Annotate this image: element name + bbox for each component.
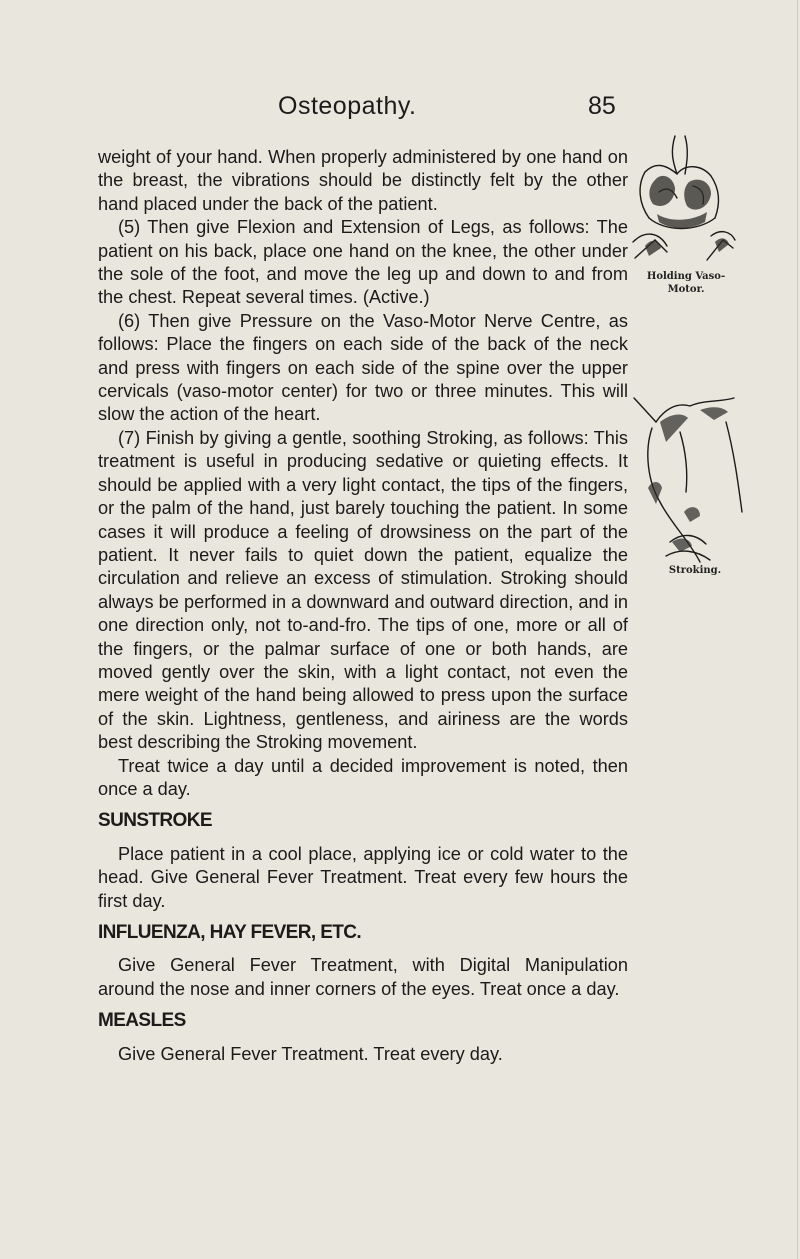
heading-sunstroke: SUNSTROKE: [98, 810, 212, 832]
heading-measles: MEASLES: [98, 1010, 186, 1032]
paragraph-7-stroking: (7) Finish by giving a gentle, soothing Stroking, as follows: This treatment is useful in producing sedative or quieting effects. It should be applied with a very light contact, the tips of the fingers, or the palm of the hand, just barely touching the patient. In some cases it will produce a feeling of drowsiness on the part of the patient. It never fails to quiet down the patient, equalize the circulation and relieve an excess of stimulation. Stroking should always be performed in a downward and outward direction, and in one direction only, not to-and-fro. The tips of one, more or all of the fingers, or the palmar surface of one or both hands, are moved gently over the skin, with a light contact, not even the mere weight of the hand being allowed to press upon the surface of the skin. Lightness, gentleness, and airiness are the words best describing the Stroking movement.: [98, 427, 628, 753]
paragraph-influenza: Give General Fever Treatment, with Digital Manipulation around the nose and inner corners of the eyes. Treat once a day.: [98, 955, 628, 999]
running-head: [0, 92, 800, 122]
page-number: 85: [588, 92, 616, 120]
paragraph-continued: weight of your hand. When properly administered by one hand on the breast, the vibrations should be distinctly felt by the other hand placed under the back of the patient.: [98, 147, 628, 214]
figure-caption-holding-vaso-motor: Holding Vaso-Motor.: [646, 271, 726, 295]
running-title: Osteopathy.: [278, 92, 417, 120]
text-column: [98, 146, 628, 1066]
paragraph-6-vaso-motor: (6) Then give Pressure on the Vaso-Motor Nerve Centre, as follows: Place the fingers on each side of the back of the neck and press with fingers on each side of the spine over the upper cervicals (vaso-motor center) for two or three minutes. This will slow the action of the heart.: [98, 310, 628, 425]
holding-vaso-motor-illustration: [615, 132, 740, 282]
page-edge: [797, 0, 798, 1259]
paragraph-sunstroke: Place patient in a cool place, applying ice or cold water to the head. Give General Fever Treatment. Treat every few hours the first day.: [98, 843, 628, 911]
paragraph-treat-twice: Treat twice a day until a decided improvement is noted, then once a day.: [98, 755, 628, 799]
paragraph-measles: Give General Fever Treatment. Treat every day.: [118, 1043, 503, 1064]
figure-caption-stroking: Stroking.: [668, 565, 722, 576]
heading-influenza: INFLUENZA, HAY FEVER, ETC.: [98, 922, 362, 943]
paragraph-5-flexion: (5) Then give Flexion and Extension of Legs, as follows: The patient on his back, place one hand on the knee, the other under the sole of the foot, and move the leg up and down to and from the chest. Repeat several times. (Active.): [98, 217, 628, 308]
stroking-illustration: [630, 392, 745, 572]
